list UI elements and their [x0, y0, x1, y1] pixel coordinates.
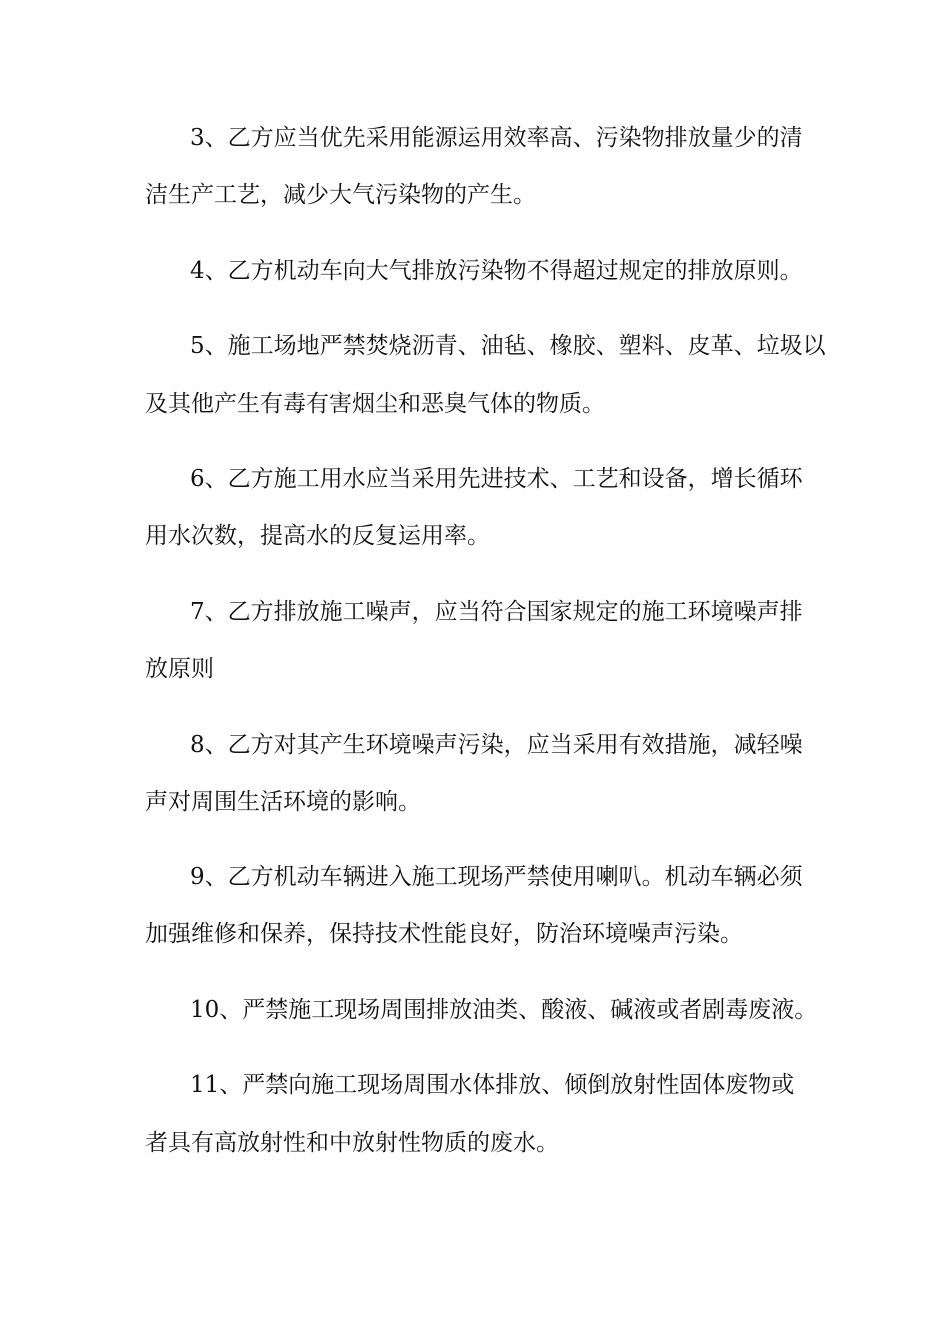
paragraph-8-line-1: 8、乙方对其产生环境噪声污染，应当采用有效措施，减轻噪 [190, 732, 803, 758]
paragraph-3-line-1: 3、乙方应当优先采用能源运用效率高、污染物排放量少的清 [190, 125, 803, 151]
paragraph-3-line-2: 洁生产工艺，减少大气污染物的产生。 [145, 182, 536, 208]
paragraph-7-line-2: 放原则 [145, 656, 214, 682]
paragraph-5-line-1: 5、施工场地严禁焚烧沥青、油毡、橡胶、塑料、皮革、垃圾以 [190, 333, 826, 359]
paragraph-11-line-1: 11、严禁向施工现场周围水体排放、倾倒放射性固体废物或 [190, 1072, 795, 1098]
paragraph-7-line-1: 7、乙方排放施工噪声，应当符合国家规定的施工环境噪声排 [190, 599, 803, 625]
paragraph-9-line-1: 9、乙方机动车辆进入施工现场严禁使用喇叭。机动车辆必须 [190, 864, 803, 890]
paragraph-4-line-1: 4、乙方机动车向大气排放污染物不得超过规定的排放原则。 [190, 258, 803, 284]
paragraph-9-line-2: 加强维修和保养，保持技术性能良好，防治环境噪声污染。 [145, 921, 743, 947]
paragraph-6-line-1: 6、乙方施工用水应当采用先进技术、工艺和设备，增长循环 [190, 466, 803, 492]
paragraph-8-line-2: 声对周围生活环境的影响。 [145, 789, 421, 815]
paragraph-11-line-2: 者具有高放射性和中放射性物质的废水。 [145, 1130, 559, 1156]
paragraph-5-line-2: 及其他产生有毒有害烟尘和恶臭气体的物质。 [145, 391, 605, 417]
paragraph-10-line-1: 10、严禁施工现场周围排放油类、酸液、碱液或者剧毒废液。 [190, 997, 818, 1023]
paragraph-6-line-2: 用水次数，提高水的反复运用率。 [145, 523, 490, 549]
